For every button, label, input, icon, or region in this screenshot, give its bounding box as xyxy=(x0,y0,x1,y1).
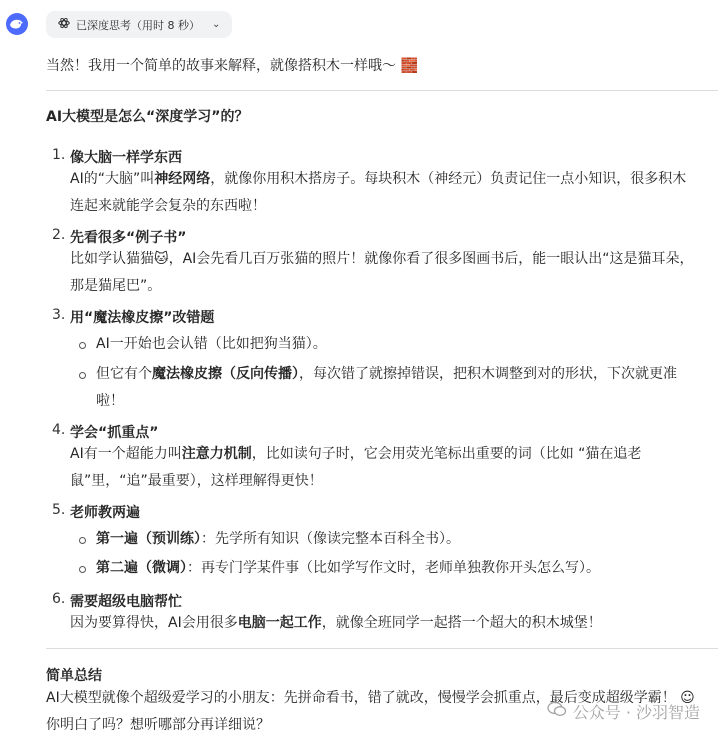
chevron-down-icon: ⌄ xyxy=(212,19,221,30)
bullet xyxy=(79,566,86,573)
watermark-text: 公众号 · 沙羽智造 xyxy=(572,703,700,722)
list-number: 1. xyxy=(52,147,66,163)
item-title: 老师教两遍 xyxy=(70,505,140,521)
text: ，就像全班同学一起搭一个超大的积木城堡！ xyxy=(321,615,602,631)
text: 啦！ xyxy=(96,393,124,409)
bold-text: 第一遍（预训练） xyxy=(96,531,201,547)
text: ：先学所有知识（像读完整本百科全书）。 xyxy=(201,531,460,547)
divider xyxy=(46,648,718,649)
bullet xyxy=(79,372,86,379)
text: 那是猫尾巴”。 xyxy=(70,278,162,294)
text: 因为要算得快，AI会用很多 xyxy=(70,615,238,631)
text: 比如学认猫猫🐱，AI会先看几百万张猫的照片！就像你看了很多图画书后，能一眼认出“这是猫耳朵， xyxy=(70,251,694,267)
divider xyxy=(46,90,718,91)
watermark xyxy=(547,700,700,723)
section-heading: AI大模型是怎么“深度学习”的？ xyxy=(46,109,249,125)
text: 鼠”里，“追”最重要），这样理解得更快！ xyxy=(70,473,323,489)
text: AI大模型就像个超级爱学习的小朋友：先拼命看书，错了就改，慢慢学会抓重点，最后变成超级学霸！ ☺ xyxy=(46,690,695,706)
bold-text: 注意力机制 xyxy=(181,446,252,462)
bullet-text xyxy=(96,555,600,582)
atom-icon xyxy=(58,17,70,32)
text: ，每次错了就擦掉错误，把积木调整到对的形状，下次就更准 xyxy=(299,366,677,382)
item-title: 像大脑一样学东西 xyxy=(70,150,182,166)
intro-text: 当然！我用一个简单的故事来解释，就像搭积木一样哦～ 🧱 xyxy=(46,58,418,74)
text: ，就像你用积木搭房子。每块积木（神经元）负责记住一点小知识，很多积木 xyxy=(210,171,687,187)
list-number: 2. xyxy=(52,227,66,243)
thinking-label: 已深度思考（用时 8 秒） xyxy=(76,18,200,32)
bold-text: 电脑一起工作 xyxy=(237,615,322,631)
bullet xyxy=(79,537,86,544)
text: ：再专门学某件事（比如学写作文时，老师单独教你开头怎么写）。 xyxy=(187,560,600,576)
list-number: 6. xyxy=(52,591,66,607)
item-title: 需要超级电脑帮忙 xyxy=(70,594,182,610)
assistant-avatar xyxy=(5,12,29,36)
wechat-icon xyxy=(547,701,567,722)
text: 连起来就能学会复杂的东西啦！ xyxy=(70,198,266,214)
list-number: 3. xyxy=(52,307,66,323)
whale-logo-icon xyxy=(5,12,29,36)
item-body xyxy=(70,610,718,637)
bullet-text xyxy=(96,361,718,415)
bullet-text xyxy=(96,526,460,553)
item-body xyxy=(70,166,718,220)
bold-text: 魔法橡皮擦（反向传播） xyxy=(152,366,299,382)
item-title: 用“魔法橡皮擦”改错题 xyxy=(70,310,215,326)
item-title: 先看很多“例子书” xyxy=(70,230,187,246)
bold-text: 神经网络 xyxy=(154,171,211,187)
text: ，比如读句子时，它会用荧光笔标出重要的词（比如 “猫在追老 xyxy=(251,446,642,462)
item-body xyxy=(70,246,718,300)
bullet xyxy=(79,342,86,349)
item-body xyxy=(70,441,718,495)
text: AI的“大脑”叫 xyxy=(70,171,155,187)
list-number: 5. xyxy=(52,502,66,518)
bold-text: 第二遍（微调） xyxy=(96,560,187,576)
item-title: 学会“抓重点” xyxy=(70,425,159,441)
list-number: 4. xyxy=(52,422,66,438)
text: 但它有个 xyxy=(96,366,152,382)
deep-thinking-toggle[interactable] xyxy=(46,11,232,38)
text: 你明白了吗？想听哪部分再详细说？ xyxy=(46,717,270,733)
bullet-text: AI一开始也会认错（比如把狗当猫）。 xyxy=(96,336,327,352)
text: AI有一个超能力叫 xyxy=(70,446,182,462)
summary-title: 简单总结 xyxy=(46,668,102,684)
